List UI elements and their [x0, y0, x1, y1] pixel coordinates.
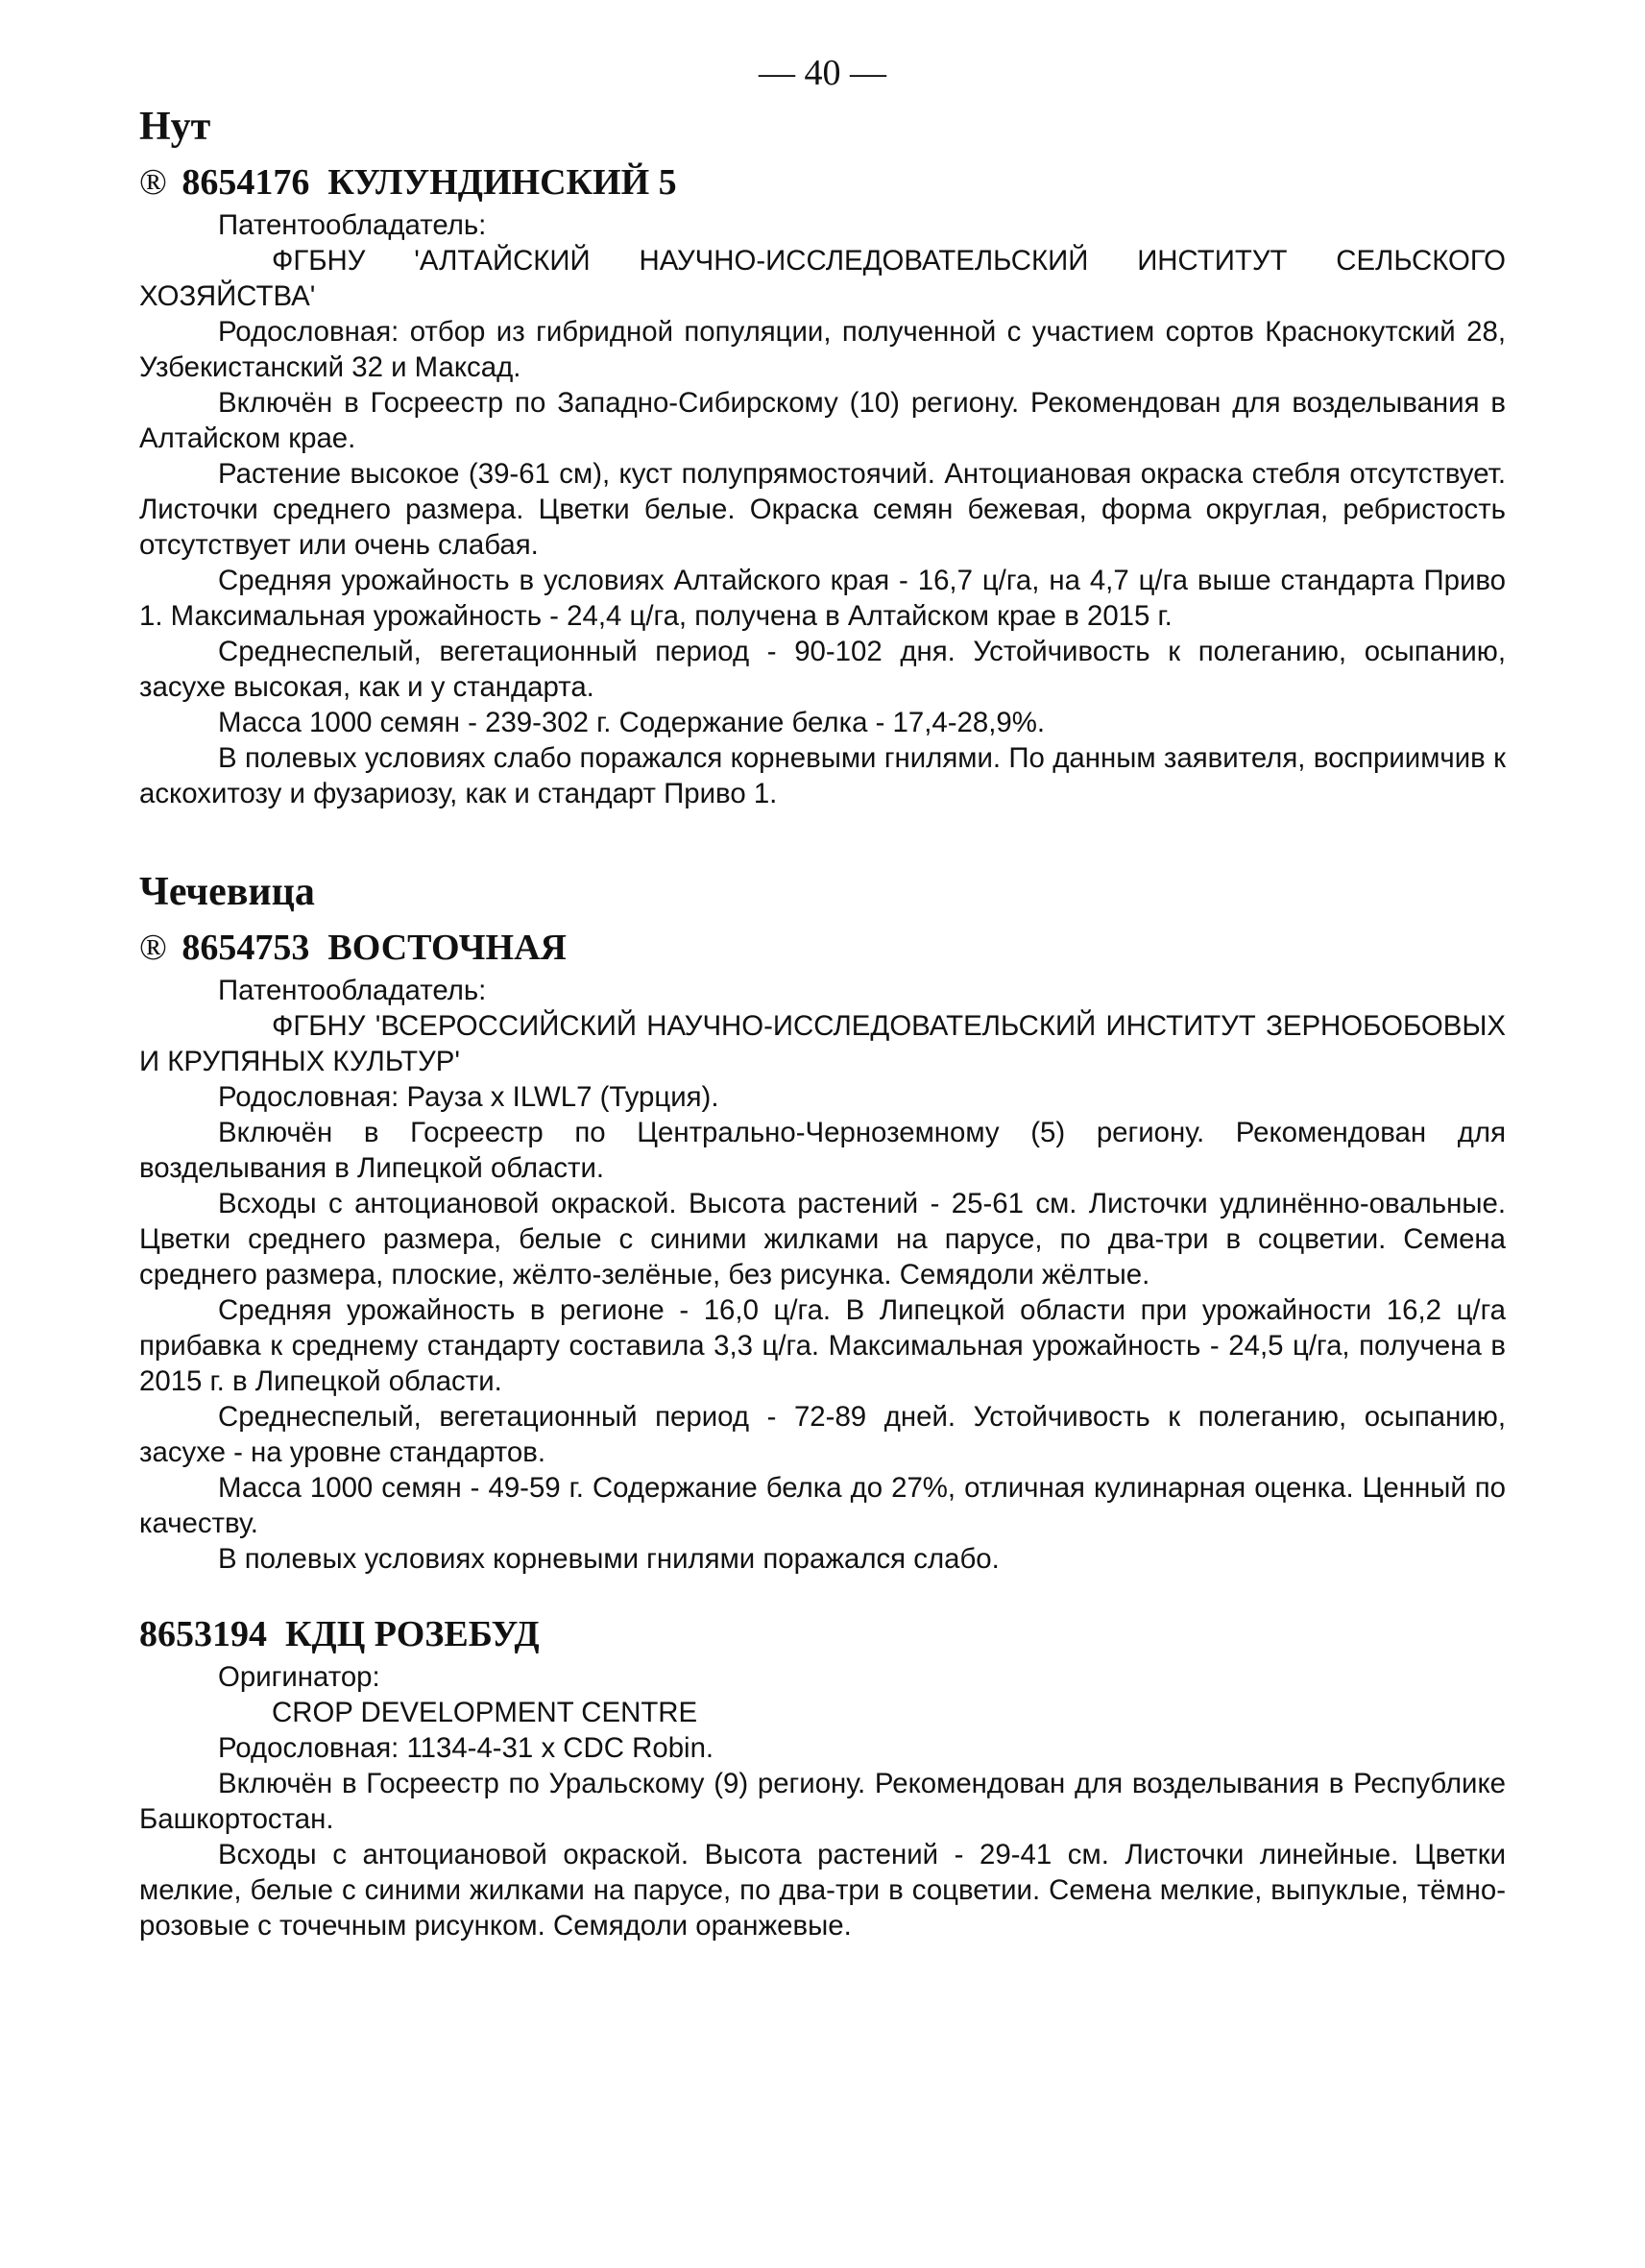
section-nut	[139, 100, 1506, 811]
paragraph-maturity: Среднеспелый, вегетационный период - 90-102 дня. Устойчивость к полеганию, осыпанию, засухе высокая, как и у стандарта.	[139, 636, 1506, 703]
paragraph-disease: В полевых условиях слабо поражался корневыми гнилями. По данным заявителя, восприимчив к аскохитозу и фузариозу, как и стандарт Приво 1.	[139, 742, 1506, 809]
paragraph-yield: Средняя урожайность в условиях Алтайского края - 16,7 ц/га, на 4,7 ц/га выше стандарта Приво 1. Максимальная урожайность - 24,4 ц/га, получена в Алтайском крае в 2015 г.	[139, 565, 1506, 632]
variety-entry	[139, 157, 1506, 811]
paragraph-description: Всходы с антоциановой окраской. Высота растений - 25-61 см. Листочки удлинённо-овальные. Цветки среднего размера, белые с синими жилками на парусе, по два-три в соцветии. Семена среднего размера, плоские, жёлто-зелёные, без рисунка. Семядоли жёлтые.	[139, 1188, 1506, 1291]
owner-label: Патентообладатель:	[218, 209, 487, 241]
variety-code: 8654753	[181, 928, 310, 968]
variety-name: КДЦ РОЗЕБУД	[285, 1614, 540, 1654]
variety-name: КУЛУНДИНСКИЙ 5	[327, 162, 677, 203]
paragraph-description: Всходы с антоциановой окраской. Высота растений - 29-41 см. Листочки линейные. Цветки мелкие, белые с синими жилками на парусе, по два-три в соцветии. Семена мелкие, выпуклые, тёмно-розовые с точечным рисунком. Семядоли оранжевые.	[139, 1839, 1506, 1942]
originator-label: Оригинатор:	[218, 1661, 380, 1693]
paragraph-registry: Включён в Госреестр по Уральскому (9) региону. Рекомендован для возделывания в Республике Башкортостан.	[139, 1768, 1506, 1835]
paragraph-seed-mass: Масса 1000 семян - 239-302 г. Содержание белка - 17,4-28,9%.	[218, 707, 1046, 738]
variety-heading	[139, 1609, 1506, 1659]
paragraph-disease: В полевых условиях корневыми гнилями поражался слабо.	[218, 1543, 1000, 1575]
page-number: — 40 —	[759, 53, 886, 93]
paragraph-pedigree: Родословная: отбор из гибридной популяции, полученной с участием сортов Краснокутский 28, Узбекистанский 32 и Максад.	[139, 316, 1506, 383]
owner-name: ФГБНУ 'АЛТАЙСКИЙ НАУЧНО-ИССЛЕДОВАТЕЛЬСКИЙ ИНСТИТУТ СЕЛЬСКОГО ХОЗЯЙСТВА'	[139, 245, 1506, 312]
section-lentil	[139, 865, 1506, 1943]
variety-entry	[139, 923, 1506, 1577]
section-title: Чечевица	[139, 870, 315, 914]
section-title: Нут	[139, 105, 211, 149]
paragraph-registry: Включён в Госреестр по Центрально-Черноземному (5) региону. Рекомендован для возделывания в Липецкой области.	[139, 1117, 1506, 1184]
variety-heading	[139, 923, 1506, 973]
document-page	[139, 50, 1506, 1943]
owner-name: ФГБНУ 'ВСЕРОССИЙСКИЙ НАУЧНО-ИССЛЕДОВАТЕЛЬСКИЙ ИНСТИТУТ ЗЕРНОБОБОВЫХ И КРУПЯНЫХ КУЛЬТУР'	[139, 1010, 1506, 1077]
variety-code: 8654176	[181, 162, 310, 203]
paragraph-registry: Включён в Госреестр по Западно-Сибирскому (10) региону. Рекомендован для возделывания в Алтайском крае.	[139, 387, 1506, 454]
paragraph-seed-mass: Масса 1000 семян - 49-59 г. Содержание белка до 27%, отличная кулинарная оценка. Ценный по качеству.	[139, 1472, 1506, 1539]
registered-mark: ®	[139, 162, 167, 203]
variety-entry	[139, 1609, 1506, 1943]
paragraph-maturity: Среднеспелый, вегетационный период - 72-89 дней. Устойчивость к полеганию, осыпанию, засухе - на уровне стандартов.	[139, 1401, 1506, 1468]
paragraph-description: Растение высокое (39-61 см), куст полупрямостоячий. Антоциановая окраска стебля отсутствует. Листочки среднего размера. Цветки белые. Окраска семян бежевая, форма округлая, ребристость отсутствует или очень слабая.	[139, 458, 1506, 561]
owner-label: Патентообладатель:	[218, 975, 487, 1006]
variety-code: 8653194	[139, 1614, 267, 1654]
paragraph-yield: Средняя урожайность в регионе - 16,0 ц/га. В Липецкой области при урожайности 16,2 ц/га прибавка к среднему стандарту составила 3,3 ц/га. Максимальная урожайность - 24,5 ц/га, получена в 2015 г. в Липецкой области.	[139, 1294, 1506, 1397]
variety-heading	[139, 157, 1506, 207]
originator-name: CROP DEVELOPMENT CENTRE	[272, 1697, 698, 1728]
paragraph-pedigree: Родословная: Рауза x ILWL7 (Турция).	[218, 1081, 719, 1113]
registered-mark: ®	[139, 928, 167, 968]
paragraph-pedigree: Родословная: 1134-4-31 x CDC Robin.	[218, 1732, 714, 1764]
variety-name: ВОСТОЧНАЯ	[327, 928, 567, 968]
